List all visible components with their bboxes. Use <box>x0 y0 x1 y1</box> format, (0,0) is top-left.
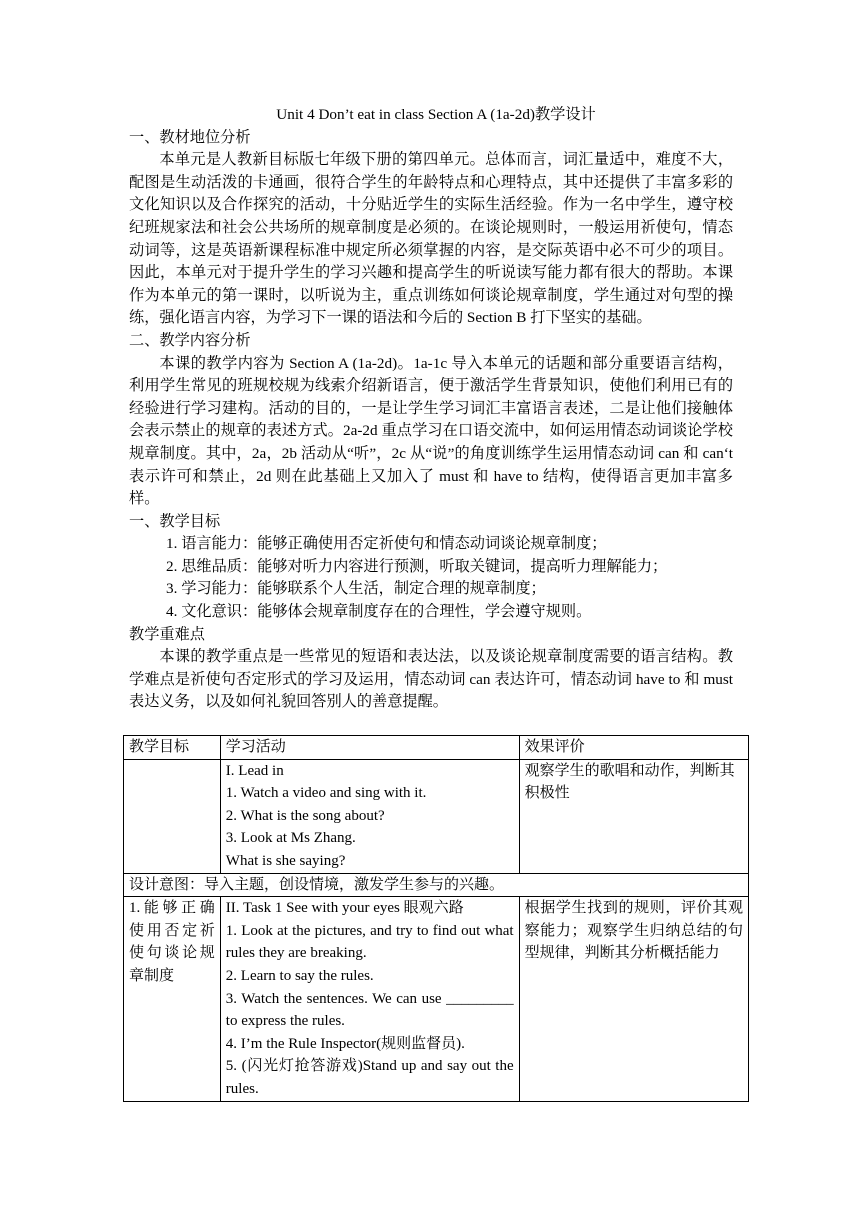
activity-line: 1. Watch a video and sing with it. <box>225 785 427 802</box>
activity-line: 2. What is the song about? <box>225 807 385 824</box>
objective-item: 4. 文化意识：能够体会规章制度存在的合理性，学会遵守规则。 <box>166 603 592 621</box>
design-intent-cell: 设计意图：导入主题，创设情境，激发学生参与的兴趣。 <box>124 873 749 897</box>
objective-item: 1. 语言能力：能够正确使用否定祈使句和情态动词谈论规章制度； <box>166 535 607 553</box>
paragraph-textbook-position: 本单元是人教新目标版七年级下册的第四单元。总体而言，词汇量适中，难度不大，配图是生动活泼的卡通画，很符合学生的年龄特点和心理特点，其中还提供了丰富多彩的文化知识以及合作探究的活动，十分贴近学生的实际生活经验。作为一名中学生，遵守校纪班规家法和社会公共场所的规章制度是必须的。在谈论规则时，一般运用祈使句，情态动词等，这是英语新课程标准中规定所必须掌握的内容，是交际英语中必不可少的项目。因此，本单元对于提升学生的学习兴趣和提高学生的听说读写能力都有很大的帮助。本课作为本单元的第一课时，以听说为主，重点训练如何谈论规章制度，学生通过对句型的操练，强化语言内容，为学习下一课的语法和今后的 Section B 打下坚实的基础。 <box>129 151 733 327</box>
table-row <box>124 897 749 1101</box>
activity-line: What is she saying? <box>225 852 346 869</box>
section-heading-objectives: 一、教学目标 <box>129 512 221 530</box>
evaluation-cell: 根据学生找到的规则，评价其观察能力；观察学生归纳总结的句型规律，判断其分析概括能力 <box>519 897 748 1101</box>
activity-line: 1. Look at the pictures, and try to find out what rules they are breaking. <box>225 922 514 962</box>
paragraph-content-analysis: 本课的教学内容为 Section A (1a-2d)。1a-1c 导入本单元的话题和部分重要语言结构，利用学生常见的班规校规为线索介绍新语言，便于激活学生背景知识，使他们利用已有的经验进行学习建构。活动的目的，一是让学生学习词汇丰富语言表述，二是让他们接触体会表示禁止的规章的表述方式。2a-2d 重点学习在口语交流中，如何运用情态动词谈论学校规章制度。其中，2a，2b 活动从“听”，2c 从“说”的角度训练学生运用情态动词 can 和 can‘t 表示许可和禁止，2d 则在此基础上又加入了 must 和 have to 结构，使得语言更加丰富多样。 <box>129 354 733 508</box>
header-cell-evaluation: 效果评价 <box>519 736 748 760</box>
paragraph-key-points: 本课的教学重点是一些常见的短语和表达法，以及谈论规章制度需要的语言结构。教学难点是祈使句否定形式的学习及运用，情态动词 can 表达许可，情态动词 have to 和 must 表达义务，以及如何礼貌回答别人的善意提醒。 <box>129 648 733 711</box>
table-row <box>124 759 749 873</box>
table-header-row <box>124 736 749 760</box>
activity-line: II. Task 1 See with your eyes 眼观六路 <box>225 900 464 917</box>
objective-item: 2. 思维品质：能够对听力内容进行预测，听取关键词，提高听力理解能力； <box>166 557 668 575</box>
activity-line: 2. Learn to say the rules. <box>225 967 374 984</box>
activity-line: 3. Watch the sentences. We can use _________ to express the rules. <box>225 990 514 1030</box>
activities-cell <box>220 897 519 1101</box>
activity-line: I. Lead in <box>225 762 284 779</box>
activity-line: 5. (闪光灯抢答游戏)Stand up and say out the rules. <box>225 1058 514 1097</box>
evaluation-cell: 观察学生的歌唱和动作，判断其积极性 <box>519 759 748 873</box>
goal-cell: 1.能够正确使用否定祈使句谈论规章制度 <box>124 897 221 1101</box>
activity-line: 4. I’m the Rule Inspector(规则监督员). <box>225 1035 465 1052</box>
lesson-plan-table <box>123 735 749 1102</box>
section-heading-key-points: 教学重难点 <box>129 625 205 643</box>
objective-item: 3. 学习能力：能够联系个人生活，制定合理的规章制度； <box>166 580 546 598</box>
document-title: Unit 4 Don’t eat in class Section A (1a-2d)教学设计 <box>276 106 596 123</box>
section-heading-textbook-position: 一、教材地位分析 <box>129 128 251 146</box>
header-cell-goal: 教学目标 <box>124 736 221 760</box>
activity-line: 3. Look at Ms Zhang. <box>225 830 356 847</box>
header-cell-activities: 学习活动 <box>220 736 519 760</box>
table-intent-row <box>124 873 749 897</box>
goal-cell <box>124 759 221 873</box>
activities-cell <box>220 759 519 873</box>
document-body <box>129 104 733 714</box>
section-heading-content-analysis: 二、教学内容分析 <box>129 331 251 349</box>
